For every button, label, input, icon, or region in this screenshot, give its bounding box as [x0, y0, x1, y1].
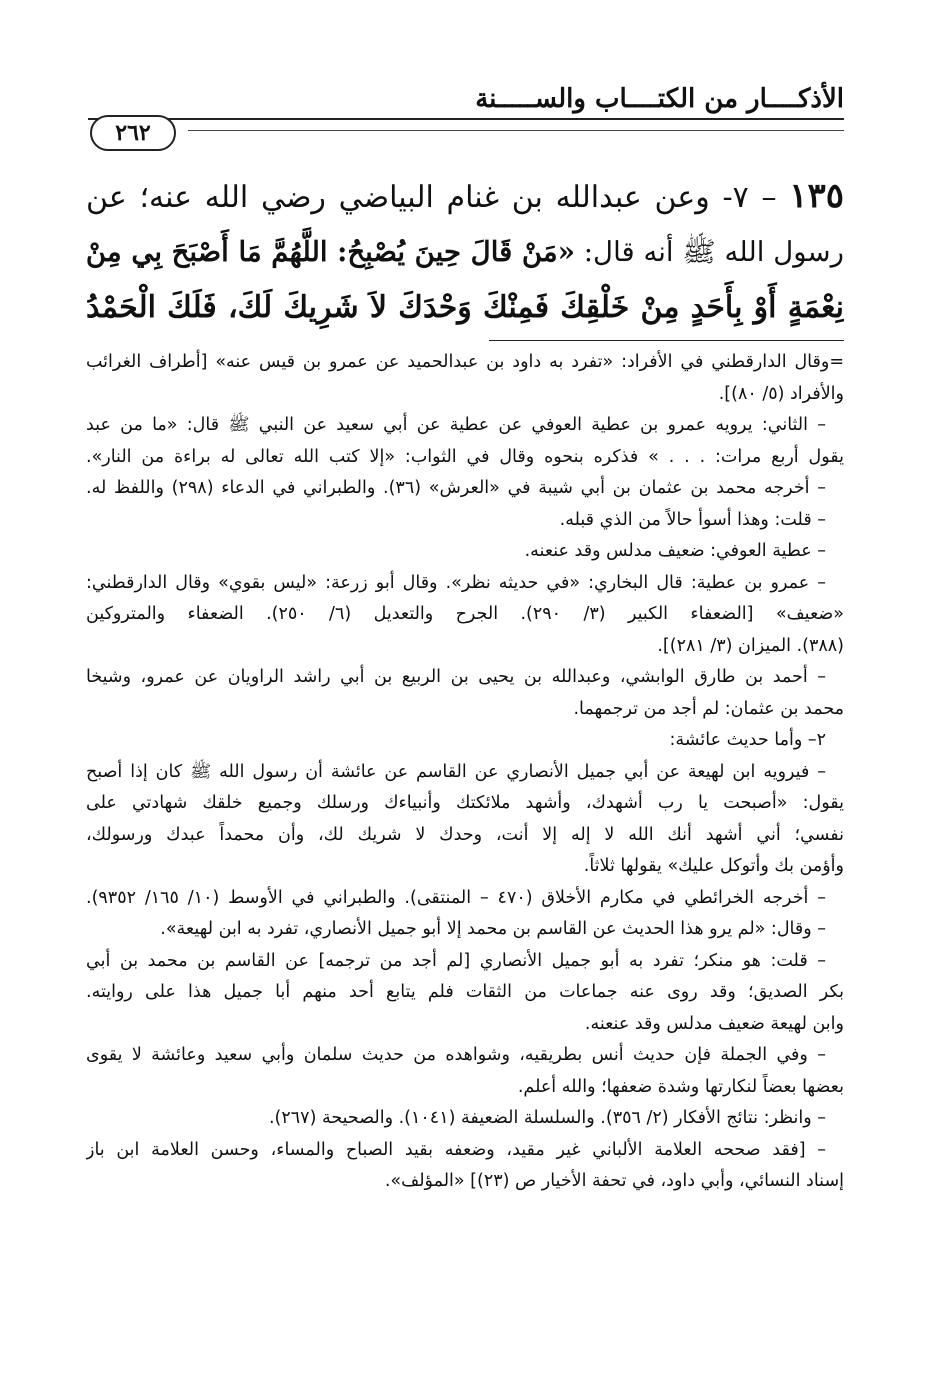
footnote-line: يقول: «أصبحت يا رب أشهدك، وأشهد ملائكتك وأنبياءك ورسلك وجميع خلقك شهادتي على	[86, 793, 844, 813]
footnote-line: – قلت: هو منكر؛ تفرد به أبو جميل الأنصاري [لم أجد من ترجمه] عن القاسم بن محمد بن أبي	[86, 950, 826, 971]
footnotes	[86, 347, 844, 1198]
footnote-line: وابن لهيعة ضعيف مدلس وقد عنعنه.	[584, 1013, 844, 1034]
footnote-line: بعضها بعضاً لنكارتها وشدة ضعفها؛ والله أعلم.	[517, 1076, 844, 1097]
running-title: الأذكــــار من الكتــــاب والســـــنة	[475, 84, 844, 114]
footnote-line: «ضعيف» [الضعفاء الكبير (٣/ ٢٩٠). الجرح والتعديل (٦/ ٢٥٠). الضعفاء والمتروكين	[86, 604, 844, 624]
footnote-line: – الثاني: يرويه عمرو بن عطية العوفي عن عطية عن أبي سعيد عن النبي ﷺ قال: «ما من عبد	[86, 415, 826, 435]
hadith-line-3: نِعْمَةٍ أَوْ بِأَحَدٍ مِنْ خَلْقِكَ فَمِنْكَ وَحْدَكَ لاَ شَرِيكَ لَكَ، فَلَكَ الْحَمْدُ	[86, 290, 844, 325]
footnote-line: – أحمد بن طارق الوابشي، وعبدالله بن يحيى بن الربيع بن أبي راشد الراويان عن عمرو، وشيخا	[86, 667, 826, 687]
footnote-line: بكر الصديق؛ وقد روى عنه جماعات من الثقات فلم يتابع أحد منهم أبا جميل هذا على روايته.	[86, 982, 844, 1002]
footnote-line: إسناد النسائي، وأبي داود، في تحفة الأخيار ص (٢٣)] «المؤلف».	[384, 1171, 844, 1191]
hadith-number: ١٣٥	[789, 176, 844, 216]
header-rule-top	[88, 118, 844, 120]
footnote-line: – وانظر: نتائج الأفكار (٢/ ٣٥٦). والسلسلة الضعيفة (١٠٤١). والصحيحة (٢٦٧).	[268, 1108, 826, 1128]
footnote-line: يقول أربع مرات: . . . » فذكره بنحوه وقال في الثواب: «إلا كتب الله تعالى له براءة من النار».	[86, 446, 844, 467]
footnote-line: (٣٨٨). الميزان (٣/ ٢٨١)].	[657, 635, 844, 656]
hadith-line-2-intro: رسول الله ﷺ أنه قال:	[574, 235, 844, 268]
footnote-divider	[489, 340, 844, 341]
footnote-line: – عمرو بن عطية: قال البخاري: «في حديثه نظر». وقال أبو زرعة: «ليس بقوي» وقال الدارقطني:	[86, 572, 826, 593]
footnote-line: محمد بن عثمان: لم أجد من ترجمهما.	[573, 698, 844, 719]
hadith-line-2-quote: «مَنْ قَالَ حِينَ يُصْبِحُ: اللَّهُمَّ مَا أَصْبَحَ بِي مِنْ	[86, 235, 575, 268]
page-number: ٢٦٢	[90, 115, 176, 151]
footnote-line: – قلت: وهذا أسوأ حالاً من الذي قبله.	[559, 509, 826, 530]
header-rule-bottom	[188, 130, 844, 131]
hadith-line-2	[86, 224, 844, 280]
footnote-line: – عطية العوفي: ضعيف مدلس وقد عنعنه.	[524, 541, 826, 561]
footnote-line: نفسي؛ أني أشهد أنك الله لا إله إلا أنت، وحدك لا شريك لك، وأن محمداً عبدك ورسولك،	[86, 824, 844, 845]
footnote-line: ٢– وأما حديث عائشة:	[669, 730, 826, 750]
footnote-line: – فيرويه ابن لهيعة عن أبي جميل الأنصاري عن القاسم عن عائشة أن رسول الله ﷺ كان إذا أصبح	[86, 761, 826, 782]
footnote-line: =وقال الدارقطني في الأفراد: «تفرد به داود بن عبدالحميد عن عمرو بن قيس عنه» [أطراف الغرائب	[86, 352, 844, 372]
footnote-line: – أخرجه محمد بن عثمان بن أبي شيبة في «العرش» (٣٦). والطبراني في الدعاء (٢٩٨) واللفظ له.	[86, 478, 826, 498]
footnote-line: والأفراد (٥/ ٨٠)].	[718, 383, 844, 404]
footnote-line: – وقال: «لم يرو هذا الحديث عن القاسم بن محمد إلا أبو جميل الأنصاري، تفرد به ابن لهيعة».	[160, 919, 826, 939]
hadith-text	[86, 168, 844, 336]
footnote-line: وأؤمن بك وأتوكل عليك» يقولها ثلاثاً.	[583, 856, 844, 876]
hadith-line-1-text: – ٧- وعن عبدالله بن غنام البياضي رضي الله عنه؛ عن	[86, 180, 777, 215]
footnote-line: – [فقد صححه العلامة الألباني غير مقيد، وضعفه بقيد الصباح والمساء، وحسن العلامة ابن باز	[86, 1139, 826, 1160]
footnote-line: – وفي الجملة فإن حديث أنس بطريقيه، وشواهده من حديث سلمان وأبي سعيد وعائشة لا يقوى	[86, 1045, 826, 1065]
hadith-line-1	[86, 168, 844, 224]
footnote-line: – أخرجه الخرائطي في مكارم الأخلاق (٤٧٠ – المنتقى). والطبراني في الأوسط (١٠/ ١٦٥/ ٩٣٥٢).	[86, 887, 826, 908]
